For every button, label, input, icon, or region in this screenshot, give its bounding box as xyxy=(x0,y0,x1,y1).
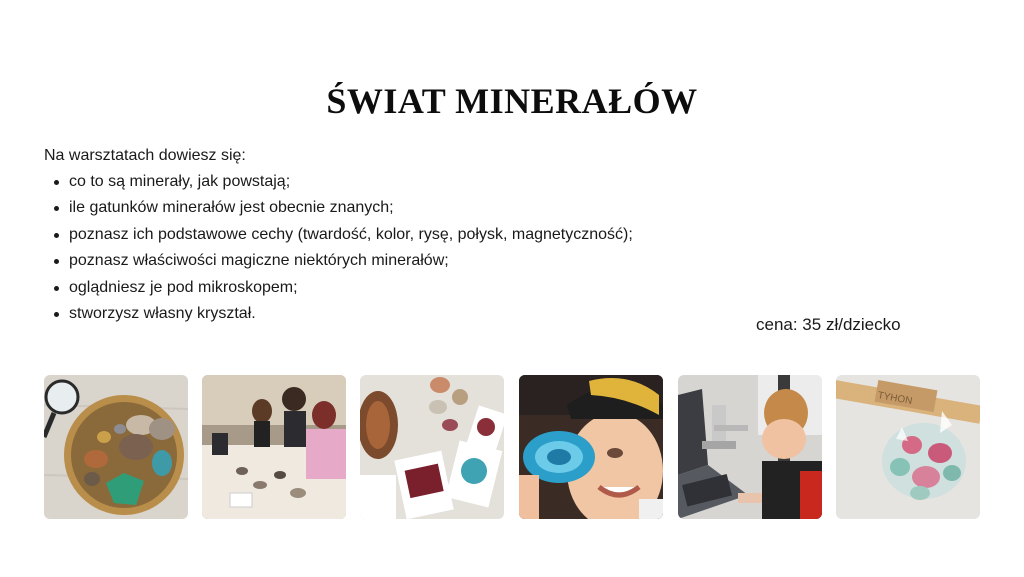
list-item xyxy=(44,198,633,224)
bullet-icon xyxy=(54,286,59,291)
list-item-text: stworzysz własny kryształ. xyxy=(69,304,256,322)
list-item-text: co to są minerały, jak powstają; xyxy=(69,173,291,190)
price-label: cena: 35 zł/dziecko xyxy=(756,315,901,334)
crystal-photo xyxy=(836,375,980,519)
bullet-icon xyxy=(54,180,59,185)
bullet-icon xyxy=(54,206,59,211)
list-item xyxy=(44,225,633,251)
bullet-icon xyxy=(54,259,59,264)
boy-microscope-photo xyxy=(678,375,822,519)
topics-list xyxy=(44,172,633,330)
intro-text: Na warsztatach dowiesz się: xyxy=(44,147,246,164)
list-item xyxy=(44,172,633,198)
mineral-cards-photo xyxy=(360,375,504,519)
bullet-icon xyxy=(54,233,59,238)
list-item-text: ile gatunków minerałów jest obecnie znanych; xyxy=(69,199,394,217)
workshop-table-photo xyxy=(202,375,346,519)
crystal-label-text: TYHON xyxy=(876,390,914,408)
list-item xyxy=(44,304,633,330)
bullet-icon xyxy=(54,312,59,317)
list-item-text: poznasz właściwości magiczne niektórych minerałów; xyxy=(69,252,449,270)
list-item xyxy=(44,251,633,277)
list-item-text: oglądniesz je pod mikroskopem; xyxy=(69,278,298,296)
girl-agate-photo xyxy=(519,375,663,519)
list-item xyxy=(44,278,633,304)
page-title: ŚWIAT MINERAŁÓW xyxy=(326,81,698,122)
minerals-bowl-photo xyxy=(44,375,188,519)
list-item-text: poznasz ich podstawowe cechy (twardość, kolor, rysę, połysk, magnetyczność); xyxy=(69,225,633,243)
